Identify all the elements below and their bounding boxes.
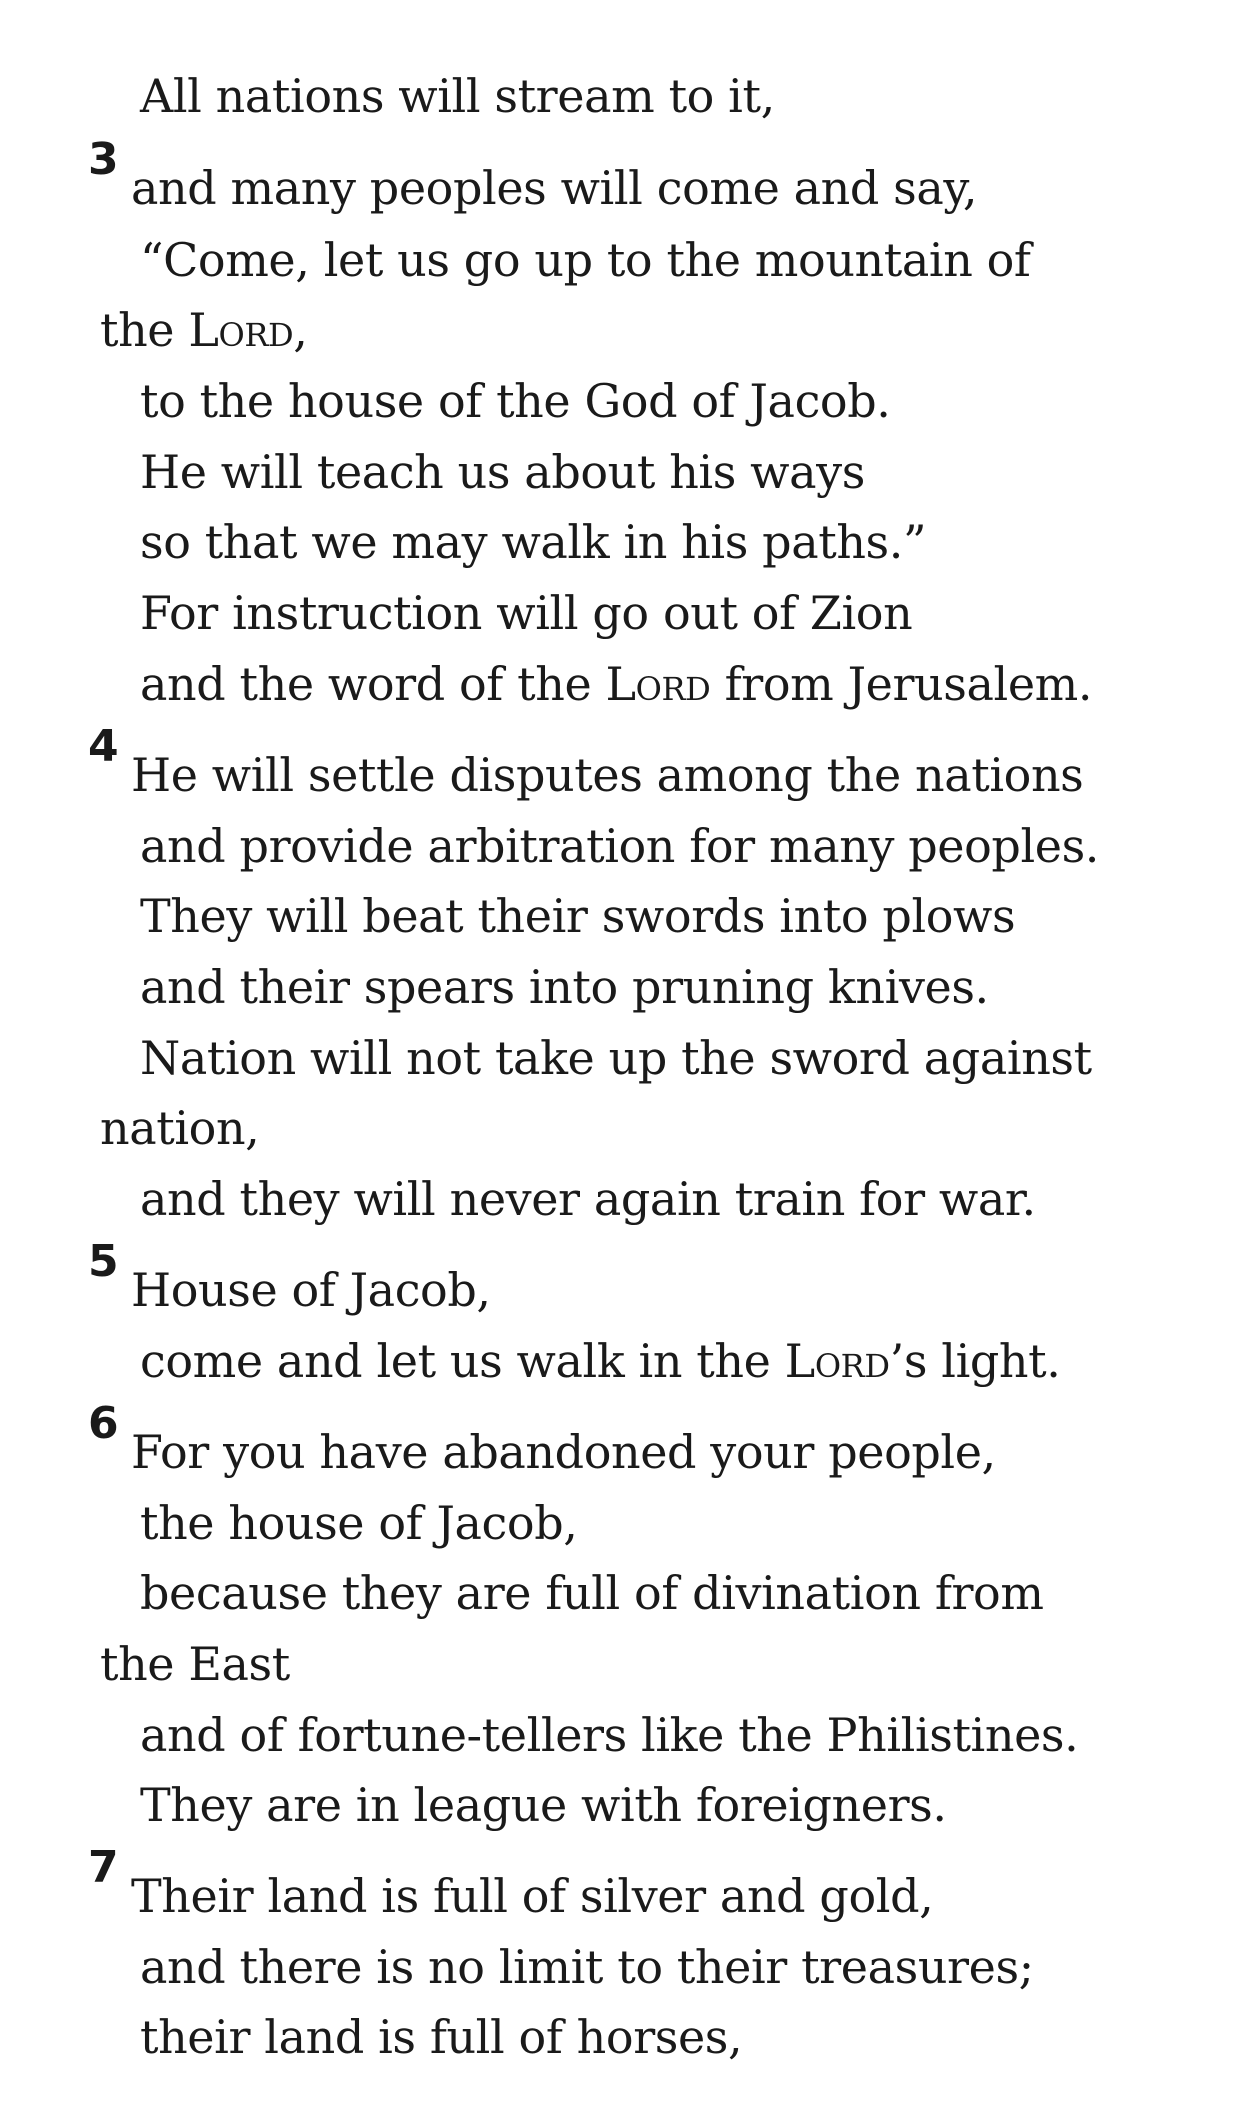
verse-line: For you have abandoned your people, xyxy=(131,1425,996,1479)
verse-line: the house of Jacob, xyxy=(140,1496,578,1550)
lord-small-caps: Lord xyxy=(784,1334,890,1388)
verse-line: so that we may walk in his paths.” xyxy=(140,515,927,569)
verse-line xyxy=(140,648,1092,720)
verse-line: nation, xyxy=(100,1101,260,1155)
verse-line: their land is full of horses, xyxy=(140,2010,743,2064)
verse-line: the East xyxy=(100,1637,290,1691)
line-text: come and let us walk in the xyxy=(140,1334,785,1388)
verse-line: and they will never again train for war. xyxy=(140,1172,1036,1226)
lord-small-caps: Lord xyxy=(188,303,294,357)
verse-number-7: 7 xyxy=(88,1842,119,1893)
verse-line: and there is no limit to their treasures; xyxy=(140,1940,1034,1994)
line-text: , xyxy=(293,303,308,357)
verse-line: House of Jacob, xyxy=(131,1263,491,1317)
verse-number-3: 3 xyxy=(88,134,119,185)
verse-line xyxy=(140,1325,1060,1397)
line-text: the xyxy=(100,303,189,357)
verse-line: He will teach us about his ways xyxy=(140,445,865,499)
line-text: ’s light. xyxy=(889,1334,1061,1388)
verse-line: and their spears into pruning knives. xyxy=(140,960,989,1014)
line-text: from Jerusalem. xyxy=(710,657,1093,711)
lord-small-caps: Lord xyxy=(605,657,711,711)
verse-line: All nations will stream to it, xyxy=(140,69,775,123)
verse-line: They are in league with foreigners. xyxy=(140,1778,947,1832)
verse-line: because they are full of divination from xyxy=(140,1566,1044,1620)
verse-line: “Come, let us go up to the mountain of xyxy=(140,233,1031,287)
verse-line: to the house of the God of Jacob. xyxy=(140,374,891,428)
verse-line: Nation will not take up the sword against xyxy=(140,1031,1092,1085)
verse-line xyxy=(100,294,308,366)
verse-line: and of fortune-tellers like the Philistines. xyxy=(140,1708,1079,1762)
verse-line: Their land is full of silver and gold, xyxy=(131,1869,934,1923)
verse-line: For instruction will go out of Zion xyxy=(140,586,913,640)
verse-number-5: 5 xyxy=(88,1236,119,1287)
verse-line: He will settle disputes among the nations xyxy=(131,748,1084,802)
line-text: and the word of the xyxy=(140,657,606,711)
verse-line: and many peoples will come and say, xyxy=(131,161,978,215)
verse-number-6: 6 xyxy=(88,1398,119,1449)
verse-line: and provide arbitration for many peoples. xyxy=(140,819,1100,873)
verse-number-4: 4 xyxy=(88,721,119,772)
verse-line: They will beat their swords into plows xyxy=(140,889,1016,943)
